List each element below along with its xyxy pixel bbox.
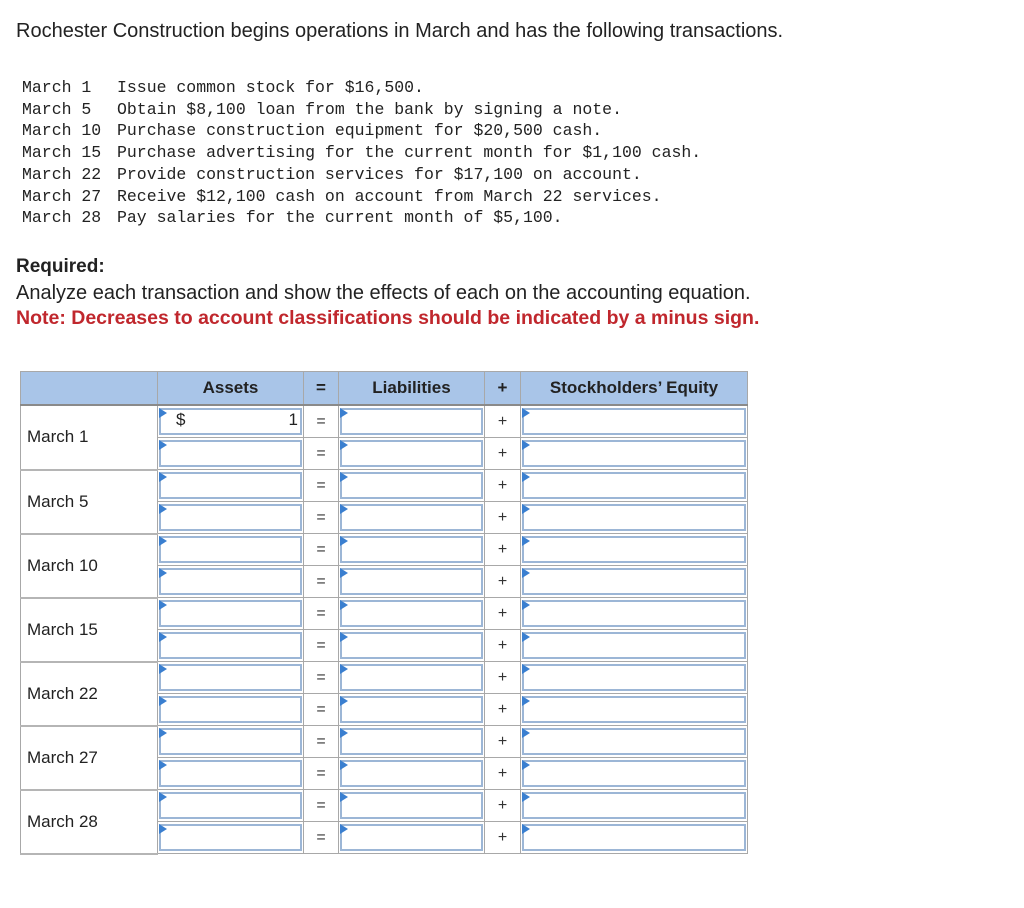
liabilities-input[interactable]: [340, 664, 483, 691]
equals-sign: =: [304, 438, 339, 470]
equity-input[interactable]: [522, 632, 746, 659]
dropdown-marker-icon[interactable]: [159, 440, 167, 450]
transaction-date: March 22: [22, 164, 102, 184]
dropdown-marker-icon[interactable]: [522, 504, 530, 514]
equity-cell: [521, 694, 748, 726]
equity-input[interactable]: [522, 728, 746, 755]
transaction-text: Receive $12,100 cash on account from March 22 services.: [117, 186, 662, 206]
dropdown-marker-icon[interactable]: [522, 792, 530, 802]
dropdown-marker-icon[interactable]: [159, 472, 167, 482]
liabilities-input[interactable]: [340, 440, 483, 467]
equity-input[interactable]: [522, 536, 746, 563]
plus-sign: +: [485, 534, 521, 566]
dropdown-marker-icon[interactable]: [340, 536, 348, 546]
assets-cell: [158, 405, 304, 438]
equity-cell: [521, 502, 748, 534]
assets-cell: [158, 726, 304, 758]
dropdown-marker-icon[interactable]: [522, 536, 530, 546]
dropdown-marker-icon[interactable]: [340, 472, 348, 482]
table-row: [21, 405, 748, 438]
assets-value: 1: [288, 410, 298, 429]
assets-cell: [158, 534, 304, 566]
liabilities-input[interactable]: [340, 696, 483, 723]
liabilities-input[interactable]: [340, 792, 483, 819]
header-plus: +: [485, 372, 521, 406]
transaction-date: March 5: [22, 99, 92, 119]
dropdown-marker-icon[interactable]: [159, 600, 167, 610]
plus-sign: +: [485, 758, 521, 790]
dropdown-marker-icon[interactable]: [340, 664, 348, 674]
assets-cell: [158, 694, 304, 726]
equity-cell: [521, 822, 748, 854]
liabilities-input[interactable]: [340, 472, 483, 499]
assets-input[interactable]: [159, 504, 302, 531]
assets-input[interactable]: [159, 664, 302, 691]
equity-input[interactable]: [522, 696, 746, 723]
liabilities-input[interactable]: [340, 632, 483, 659]
dropdown-marker-icon[interactable]: [522, 824, 530, 834]
header-label: [21, 372, 158, 406]
dropdown-marker-icon[interactable]: [522, 600, 530, 610]
equity-input[interactable]: [522, 760, 746, 787]
liabilities-cell: [339, 438, 485, 470]
dropdown-marker-icon[interactable]: [522, 408, 530, 418]
equals-sign: =: [304, 790, 339, 822]
equity-cell: [521, 598, 748, 630]
equity-cell: [521, 470, 748, 502]
equity-cell: [521, 534, 748, 566]
required-title: Required:: [16, 256, 105, 277]
intro-text: Rochester Construction begins operations in March and has the following transactions.: [16, 20, 784, 42]
dropdown-marker-icon[interactable]: [522, 568, 530, 578]
equity-cell: [521, 630, 748, 662]
assets-cell: [158, 438, 304, 470]
header-equity: Stockholders’ Equity: [521, 372, 748, 406]
row-date-label: March 5: [21, 470, 158, 534]
transaction-list: [22, 77, 701, 229]
equals-sign: =: [304, 694, 339, 726]
required-text: Analyze each transaction and show the effects of each on the accounting equation.: [16, 282, 751, 304]
assets-cell: [158, 566, 304, 598]
equity-input[interactable]: [522, 824, 746, 851]
equity-input[interactable]: [522, 472, 746, 499]
header-equals: =: [304, 372, 339, 406]
header-assets: Assets: [158, 372, 304, 406]
dropdown-marker-icon[interactable]: [159, 536, 167, 546]
table-row: [21, 726, 748, 758]
assets-cell: [158, 790, 304, 822]
transaction-date: March 28: [22, 208, 102, 228]
dropdown-marker-icon[interactable]: [340, 600, 348, 610]
assets-cell: [158, 502, 304, 534]
plus-sign: +: [485, 438, 521, 470]
equity-input[interactable]: [522, 600, 746, 627]
transaction-text: Provide construction services for $17,100 on account.: [117, 164, 642, 184]
liabilities-input[interactable]: [340, 824, 483, 851]
assets-input[interactable]: [159, 792, 302, 819]
equity-input[interactable]: [522, 408, 746, 435]
assets-cell: [158, 822, 304, 854]
transaction-item: [22, 164, 701, 186]
dropdown-marker-icon[interactable]: [340, 792, 348, 802]
liabilities-input[interactable]: [340, 504, 483, 531]
dropdown-marker-icon[interactable]: [340, 440, 348, 450]
row-date-label: March 22: [21, 662, 158, 726]
liabilities-input[interactable]: [340, 568, 483, 595]
assets-input[interactable]: [159, 440, 302, 467]
equity-cell: [521, 405, 748, 438]
liabilities-input[interactable]: [340, 600, 483, 627]
table-header-row: [21, 372, 748, 406]
assets-input[interactable]: [159, 696, 302, 723]
dropdown-marker-icon[interactable]: [340, 824, 348, 834]
liabilities-cell: [339, 405, 485, 438]
equity-cell: [521, 726, 748, 758]
equity-cell: [521, 758, 748, 790]
assets-cell: [158, 470, 304, 502]
assets-input[interactable]: [159, 760, 302, 787]
liabilities-cell: [339, 534, 485, 566]
equals-sign: =: [304, 405, 339, 438]
equals-sign: =: [304, 598, 339, 630]
dropdown-marker-icon[interactable]: [340, 696, 348, 706]
dropdown-marker-icon[interactable]: [159, 664, 167, 674]
plus-sign: +: [485, 822, 521, 854]
assets-input[interactable]: [159, 568, 302, 595]
transaction-item: [22, 186, 701, 208]
row-date-label: March 28: [21, 790, 158, 854]
row-date-label: March 1: [21, 405, 158, 470]
plus-sign: +: [485, 694, 521, 726]
transaction-item: [22, 207, 701, 229]
liabilities-input[interactable]: [340, 728, 483, 755]
transaction-item: [22, 142, 701, 164]
equity-cell: [521, 662, 748, 694]
dropdown-marker-icon[interactable]: [159, 408, 167, 418]
dropdown-marker-icon[interactable]: [159, 504, 167, 514]
equity-cell: [521, 566, 748, 598]
liabilities-cell: [339, 566, 485, 598]
liabilities-cell: [339, 790, 485, 822]
dropdown-marker-icon[interactable]: [340, 728, 348, 738]
assets-input[interactable]: [159, 472, 302, 499]
liabilities-input[interactable]: [340, 408, 483, 435]
transaction-text: Purchase construction equipment for $20,500 cash.: [117, 121, 603, 141]
table-row: [21, 534, 748, 566]
equals-sign: =: [304, 822, 339, 854]
row-date-label: March 15: [21, 598, 158, 662]
equals-sign: =: [304, 662, 339, 694]
equals-sign: =: [304, 534, 339, 566]
dropdown-marker-icon[interactable]: [159, 824, 167, 834]
liabilities-cell: [339, 822, 485, 854]
transaction-date: March 27: [22, 186, 102, 206]
plus-sign: +: [485, 662, 521, 694]
liabilities-input[interactable]: [340, 536, 483, 563]
assets-cell: [158, 758, 304, 790]
dropdown-marker-icon[interactable]: [522, 664, 530, 674]
equity-input[interactable]: [522, 440, 746, 467]
table-row: [21, 790, 748, 822]
assets-input[interactable]: [159, 728, 302, 755]
dropdown-marker-icon[interactable]: [522, 728, 530, 738]
plus-sign: +: [485, 726, 521, 758]
liabilities-cell: [339, 598, 485, 630]
plus-sign: +: [485, 790, 521, 822]
transaction-text: Pay salaries for the current month of $5,100.: [117, 208, 563, 228]
liabilities-cell: [339, 470, 485, 502]
dropdown-marker-icon[interactable]: [522, 472, 530, 482]
equity-cell: [521, 438, 748, 470]
table-row: [21, 470, 748, 502]
dropdown-marker-icon[interactable]: [159, 568, 167, 578]
plus-sign: +: [485, 405, 521, 438]
dropdown-marker-icon[interactable]: [159, 632, 167, 642]
equals-sign: =: [304, 470, 339, 502]
transaction-item: [22, 77, 701, 99]
transaction-item: [22, 120, 701, 142]
equals-sign: =: [304, 630, 339, 662]
liabilities-cell: [339, 502, 485, 534]
assets-cell: [158, 598, 304, 630]
dropdown-marker-icon[interactable]: [522, 760, 530, 770]
transaction-text: Obtain $8,100 loan from the bank by signing a note.: [117, 99, 622, 119]
dropdown-marker-icon[interactable]: [159, 696, 167, 706]
transaction-date: March 10: [22, 121, 102, 141]
equity-input[interactable]: [522, 792, 746, 819]
assets-input[interactable]: [159, 536, 302, 563]
equals-sign: =: [304, 758, 339, 790]
dropdown-marker-icon[interactable]: [522, 440, 530, 450]
assets-cell: [158, 630, 304, 662]
liabilities-cell: [339, 726, 485, 758]
table-row: [21, 598, 748, 630]
liabilities-cell: [339, 694, 485, 726]
transaction-date: March 1: [22, 78, 92, 97]
assets-input[interactable]: [159, 600, 302, 627]
dropdown-marker-icon[interactable]: [340, 408, 348, 418]
dropdown-marker-icon[interactable]: [340, 504, 348, 514]
dollar-sign: $: [176, 410, 186, 429]
assets-input[interactable]: [159, 824, 302, 851]
equals-sign: =: [304, 502, 339, 534]
assets-cell: [158, 662, 304, 694]
required-note: Note: Decreases to account classifications should be indicated by a minus sign.: [16, 307, 760, 329]
equals-sign: =: [304, 566, 339, 598]
plus-sign: +: [485, 598, 521, 630]
dropdown-marker-icon[interactable]: [159, 792, 167, 802]
dropdown-marker-icon[interactable]: [522, 696, 530, 706]
equity-input[interactable]: [522, 568, 746, 595]
accounting-equation-table: [20, 371, 748, 855]
equity-cell: [521, 790, 748, 822]
table-row: [21, 662, 748, 694]
transaction-date: March 15: [22, 143, 102, 163]
dropdown-marker-icon[interactable]: [340, 760, 348, 770]
equity-input[interactable]: [522, 504, 746, 531]
transaction-text: Issue common stock for $16,500.: [117, 78, 424, 97]
liabilities-cell: [339, 630, 485, 662]
equals-sign: =: [304, 726, 339, 758]
liabilities-cell: [339, 662, 485, 694]
plus-sign: +: [485, 470, 521, 502]
dropdown-marker-icon[interactable]: [159, 760, 167, 770]
transaction-item: [22, 99, 701, 121]
dropdown-marker-icon[interactable]: [340, 632, 348, 642]
row-date-label: March 27: [21, 726, 158, 790]
liabilities-cell: [339, 758, 485, 790]
equity-input[interactable]: [522, 664, 746, 691]
plus-sign: +: [485, 630, 521, 662]
header-liabilities: Liabilities: [339, 372, 485, 406]
dropdown-marker-icon[interactable]: [522, 632, 530, 642]
plus-sign: +: [485, 566, 521, 598]
liabilities-input[interactable]: [340, 760, 483, 787]
plus-sign: +: [485, 502, 521, 534]
table-body: [21, 405, 748, 854]
assets-input[interactable]: [159, 632, 302, 659]
row-date-label: March 10: [21, 534, 158, 598]
dropdown-marker-icon[interactable]: [159, 728, 167, 738]
dropdown-marker-icon[interactable]: [340, 568, 348, 578]
transaction-text: Purchase advertising for the current month for $1,100 cash.: [117, 143, 702, 163]
